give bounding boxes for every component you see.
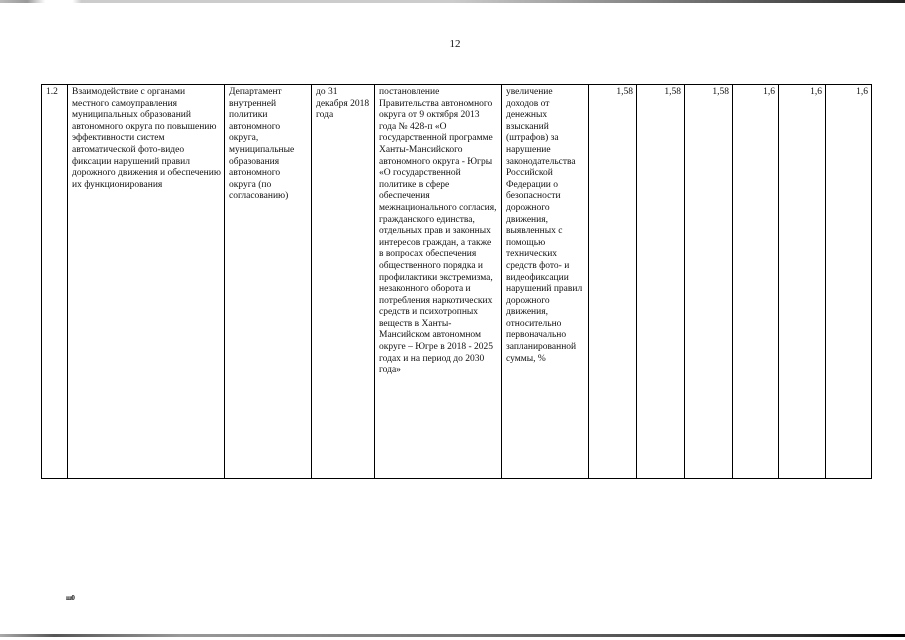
- cell-document: постановление Правительства автономного округа от 9 октября 2013 года № 428-п «О государственной программе Ханты-Мансийского автономного округа - Югры «О государственной политике в сфере обеспечения межнационального согласия, гражданского единства, отдельных прав и законных интересов граждан, а также в вопросах обеспечения общественного порядка и профилактики экстремизма, незаконного оборота и потребления наркотических средств и психотропных веществ в Ханты-Мансийском автономном округе – Югре в 2018 - 2025 годах и на период до 2030 года»: [375, 85, 502, 479]
- scan-edge-top: [0, 0, 905, 3]
- cell-row-number: 1.2: [42, 85, 68, 479]
- measures-table: [41, 84, 872, 479]
- cell-value-2: 1,58: [637, 85, 685, 479]
- footer-mark: ш0: [66, 594, 75, 602]
- cell-indicator: увеличение доходов от денежных взысканий (штрафов) за нарушение законодательства Российской Федерации о безопасности дорожного движения, выявленных с помощью технических средств фото- и видеофиксации нарушений правил дорожного движения, относительно первоначально запланированной суммы, %: [502, 85, 589, 479]
- scan-edge-bottom: [0, 634, 905, 637]
- table-row: [42, 85, 872, 479]
- measures-table-wrapper: [41, 84, 871, 479]
- cell-measure: Взаимодействие с органами местного самоуправления муниципальных образований автономного округа по повышению эффективности систем автоматической фото-видео фиксации нарушений правил дорожного движения и обеспечению их функционирования: [68, 85, 225, 479]
- cell-responsible: Департамент внутренней политики автономного округа, муниципальные образования автономного округа (по согласованию): [225, 85, 312, 479]
- cell-value-5: 1,6: [779, 85, 826, 479]
- page-number: 12: [449, 38, 461, 50]
- cell-value-1: 1,58: [589, 85, 637, 479]
- cell-value-4: 1,6: [733, 85, 779, 479]
- cell-deadline: до 31 декабря 2018 года: [312, 85, 375, 479]
- cell-value-6: 1,6: [826, 85, 872, 479]
- cell-value-3: 1,58: [685, 85, 733, 479]
